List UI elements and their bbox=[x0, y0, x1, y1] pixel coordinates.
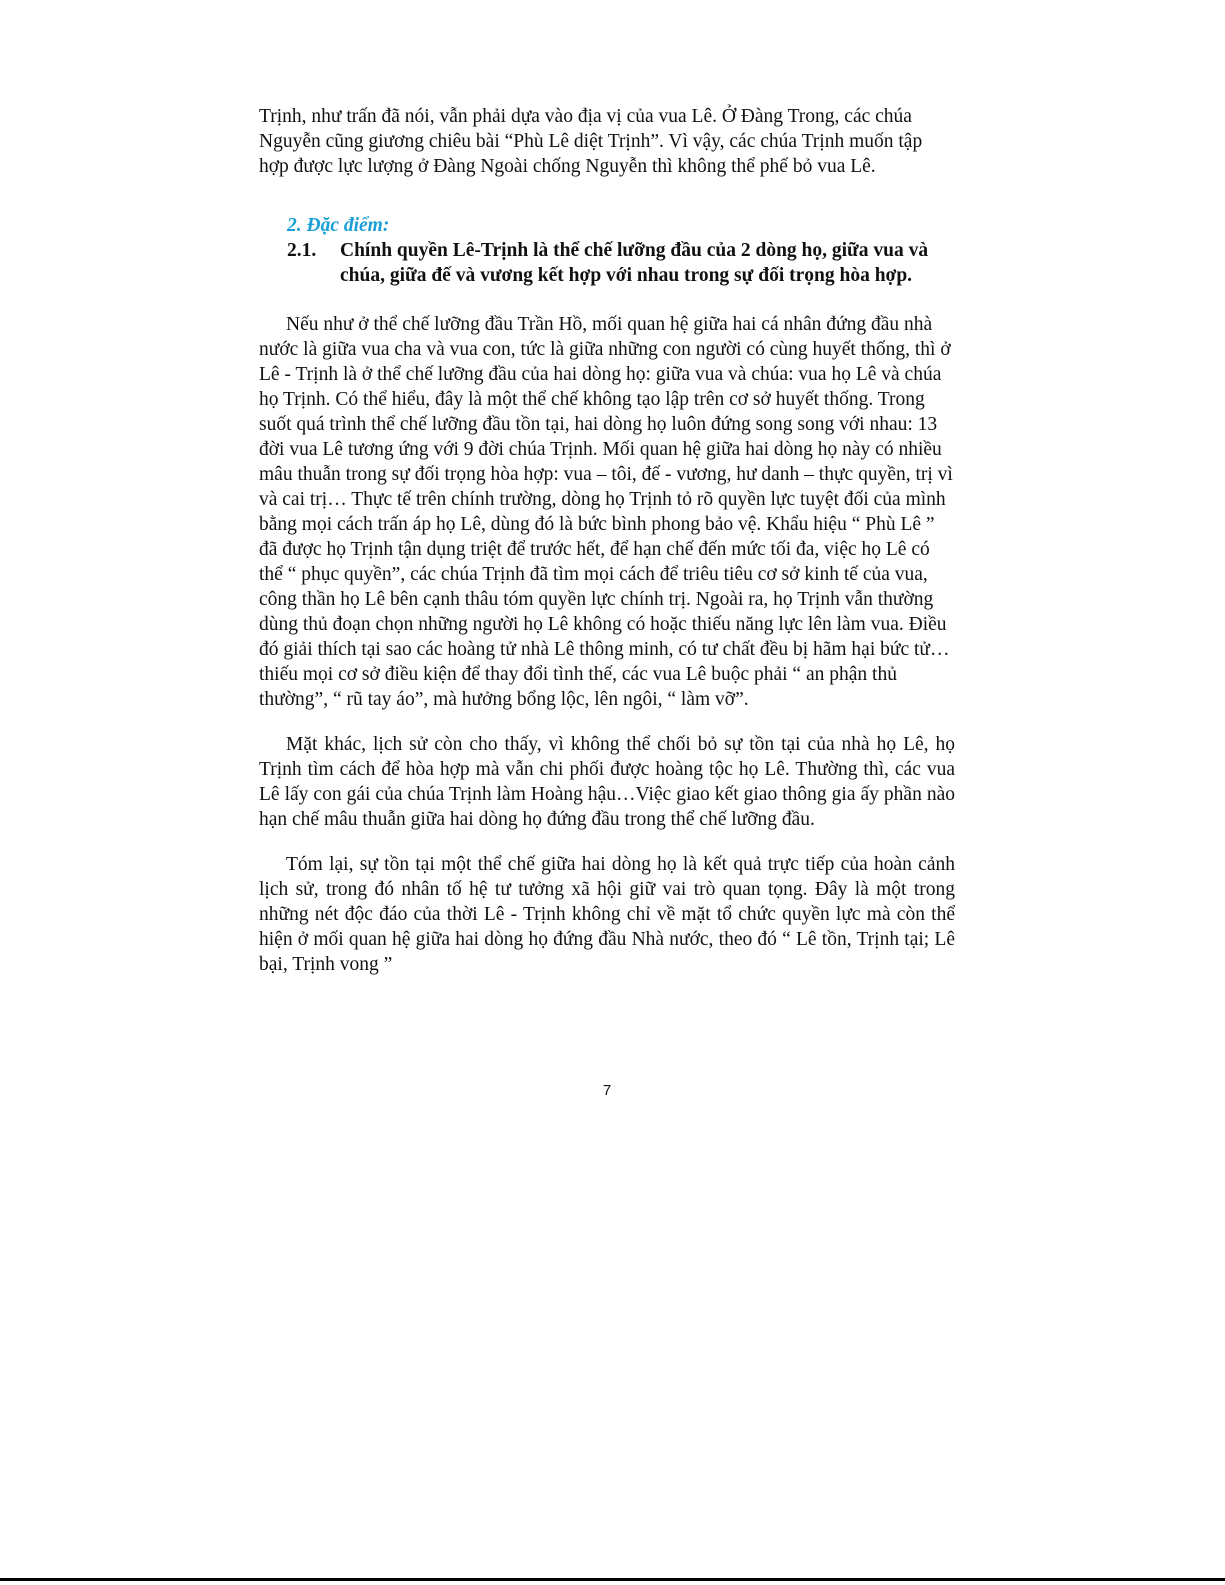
spacer bbox=[259, 288, 955, 312]
body-paragraph-3: Tóm lại, sự tồn tại một thể chế giữa hai dòng họ là kết quả trực tiếp của hoàn cảnh lịch sử, trong đó nhân tố hệ tư tưởng xã hội giữ vai trò quan tọng. Đây là một trong những nét độc đáo của thời Lê - Trịnh không chỉ về mặt tổ chức quyền lực mà còn thể hiện ở mối quan hệ giữa hai dòng họ đứng đầu Nhà nước, theo đó “ Lê tồn, Trịnh tại; Lê bại, Trịnh vong ” bbox=[259, 854, 955, 975]
body-paragraph-2: Mặt khác, lịch sử còn cho thấy, vì không thể chối bỏ sự tồn tại của nhà họ Lê, họ Trịnh tìm cách để hòa hợp mà vẫn chi phối được hoàng tộc họ Lê. Thường thì, các vua Lê lấy con gái của chúa Trịnh làm Hoàng hậu…Việc giao kết giao thông gia ấy phần nào hạn chế mâu thuẫn giữa hai dòng họ đứng đầu trong thể chế lưỡng đầu. bbox=[259, 734, 955, 830]
spacer bbox=[259, 832, 955, 852]
intro-paragraph: Trịnh, như trấn đã nói, vẫn phải dựa vào địa vị của vua Lê. Ở Đàng Trong, các chúa Nguyễn cũng giương chiêu bài “Phù Lê diệt Trịnh”. Vì vậy, các chúa Trịnh muốn tập hợp được lực lượng ở Đàng Ngoài chống Nguyễn thì không thể phế bỏ vua Lê. bbox=[259, 106, 923, 177]
section-heading: 2. Đặc điểm: bbox=[287, 215, 390, 236]
subsection-heading bbox=[287, 238, 955, 288]
subsection-number: 2.1. bbox=[287, 240, 317, 261]
spacer bbox=[259, 712, 955, 732]
page-content bbox=[259, 104, 955, 977]
page-number: 7 bbox=[602, 1082, 612, 1099]
subsection-title: Chính quyền Lê-Trịnh là thể chế lưỡng đầu của 2 dòng họ, giữa vua và chúa, giữa đế và vương kết hợp với nhau trong sự đối trọng hòa hợp. bbox=[340, 240, 929, 286]
body-paragraph-1: Nếu như ở thể chế lưỡng đầu Trần Hồ, mối quan hệ giữa hai cá nhân đứng đầu nhà nước là giữa vua cha và vua con, tức là giữa những con người có cùng huyết thống, thì ở Lê - Trịnh là ở thể chế lưỡng đầu của hai dòng họ: giữa vua và chúa: vua họ Lê và chúa họ Trịnh. Có thể hiểu, đây là một thể chế không tạo lập trên cơ sở huyết thống. Trong suốt quá trình thể chế lưỡng đầu tồn tại, hai dòng họ luôn đứng song song với nhau: 13 đời vua Lê tương ứng với 9 đời chúa Trịnh. Mối quan hệ giữa hai dòng họ này có nhiều mâu thuẫn trong sự đối trọng hòa hợp: vua – tôi, đế - vương, hư danh – thực quyền, trị vì và cai trị… Thực tế trên chính trường, dòng họ Trịnh tỏ rõ quyền lực tuyệt đối của mình bằng mọi cách trấn áp họ Lê, dùng đó là bức bình phong bảo vệ. Khẩu hiệu “ Phù Lê ” đã được họ Trịnh tận dụng triệt để trước hết, để hạn chế đến mức tối đa, việc họ Lê có thể “ phục quyền”, các chúa Trịnh đã tìm mọi cách để triêu tiêu cơ sở kinh tế của vua, công thần họ Lê bên cạnh thâu tóm quyền lực chính trị. Ngoài ra, họ Trịnh vẫn thường dùng thủ đoạn chọn những người họ Lê không có hoặc thiếu năng lực lên làm vua. Điều đó giải thích tại sao các hoàng tử nhà Lê thông minh, có tư chất đều bị hãm hại bức tử… thiếu mọi cơ sở điều kiện để thay đổi tình thế, các vua Lê buộc phải “ an phận thủ thường”, “ rũ tay áo”, mà hưởng bổng lộc, lên ngôi, “ làm vỡ”. bbox=[259, 314, 953, 710]
bottom-border bbox=[0, 1578, 1225, 1581]
